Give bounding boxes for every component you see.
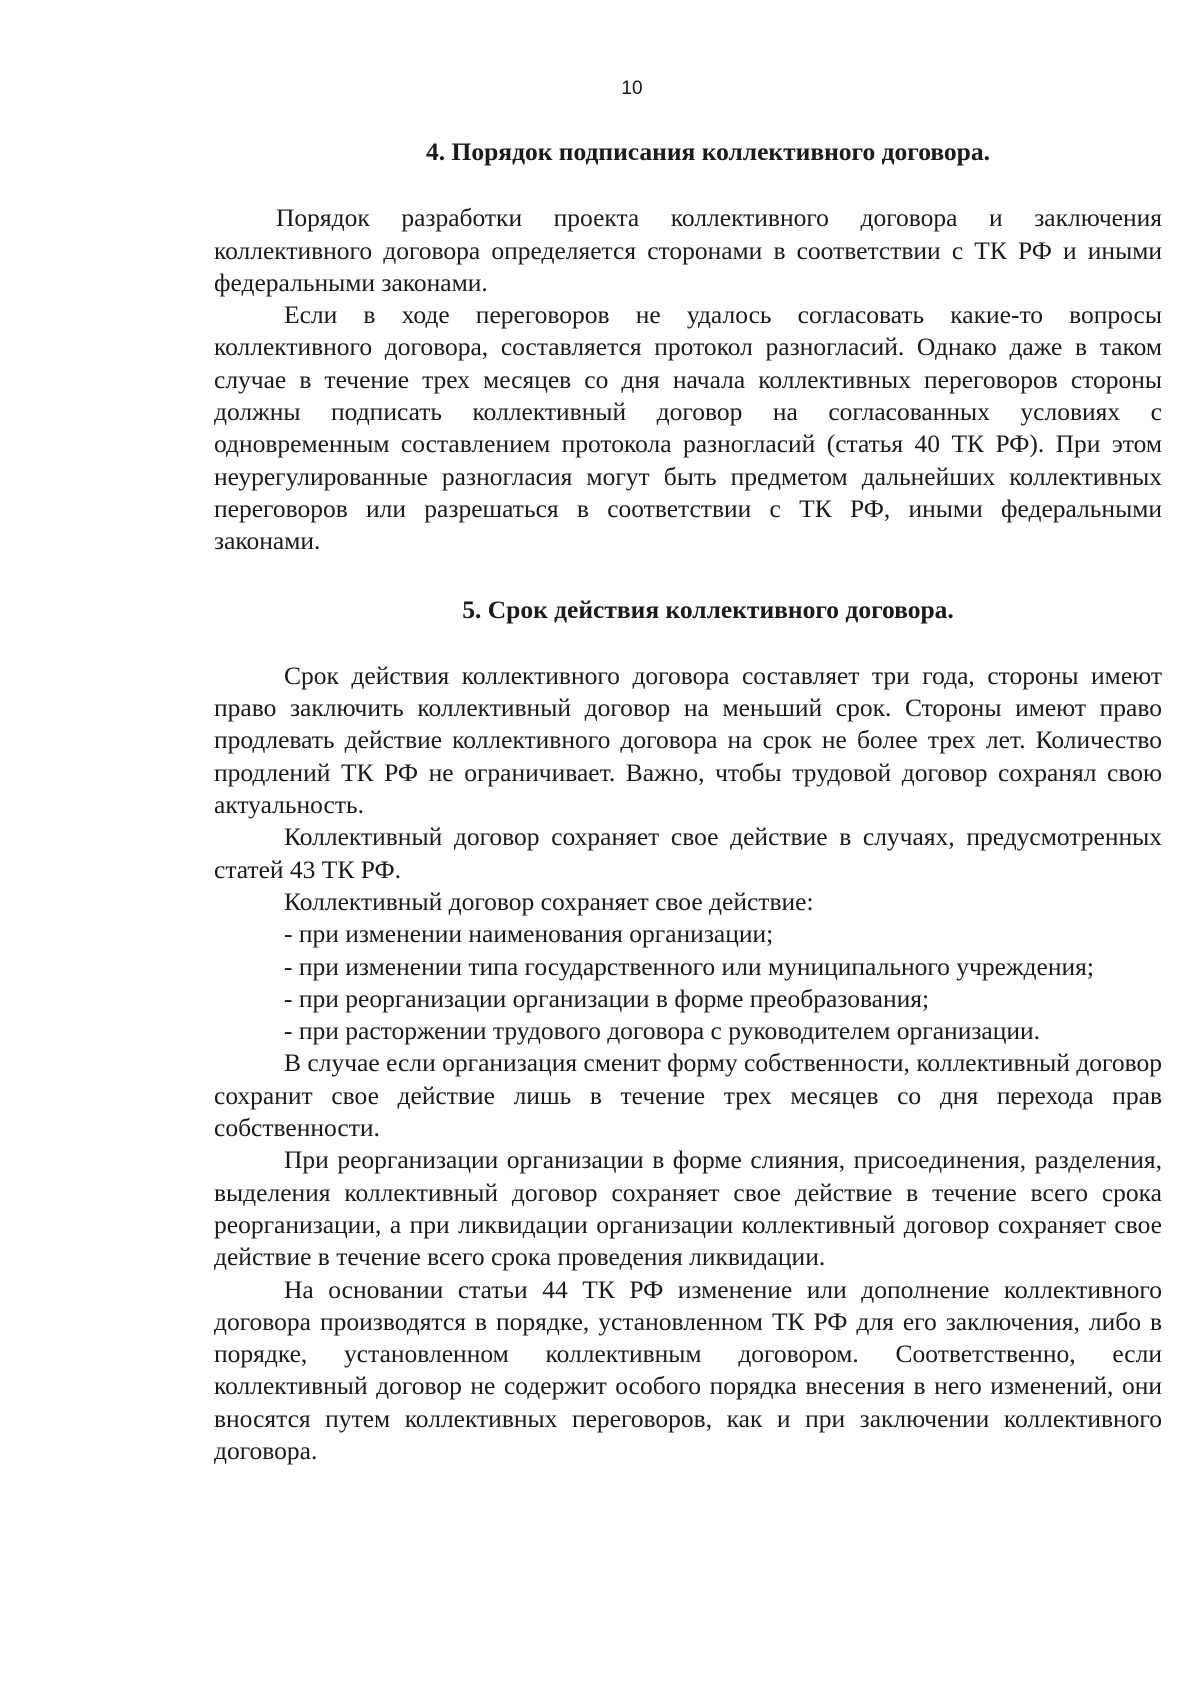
paragraph: Коллективный договор сохраняет свое действие в случаях, предусмотренных статей 43 ТК РФ. [214,822,1162,884]
section-4-heading: 4. Порядок подписания коллективного договора. [426,137,990,166]
list-item: - при реорганизации организации в форме преобразования; [284,983,930,1013]
paragraph: Порядок разработки проекта коллективного договора и заключения коллективного договора определяется сторонами в соответствии с ТК РФ и иными федеральными законами. [214,203,1162,297]
paragraph: В случае если организация сменит форму собственности, коллективный договор сохранит свое действие лишь в течение трех месяцев со дня перехода прав собственности. [214,1048,1162,1143]
paragraph: Коллективный договор сохраняет свое действие: [284,886,814,916]
section-5-heading: 5. Срок действия коллективного договора. [462,594,954,624]
page-number: 10 [621,78,643,99]
list-item: - при расторжении трудового договора с руководителем организации. [284,1016,1041,1046]
paragraph: Срок действия коллективного договора составляет три года, стороны имеют право заключить коллективный договор на меньший срок. Стороны имеют право продлевать действие коллективного договора на срок не более трех лет. Количество продлений ТК РФ не ограничивает. Важно, чтобы трудовой договор сохранял свою актуальность. [214,660,1162,820]
list-item: - при изменении наименования организации; [284,919,774,949]
paragraph: При реорганизации организации в форме слияния, присоединения, разделения, выделения коллективный договор сохраняет свое действие в течение всего срока реорганизации, а при ликвидации организации коллективный договор сохраняет свое действие в течение всего срока проведения ликвидации. [214,1145,1162,1272]
document-body [214,136,1162,1467]
paragraph: На основании статьи 44 ТК РФ изменение или дополнение коллективного договора производятся в порядке, установленном ТК РФ для его заключения, либо в порядке, установленном коллективным договором. Соответственно, если коллективный договор не содержит особого порядка внесения в него изменений, они вносятся путем коллективных переговоров, как и при заключении коллективного договора. [214,1274,1162,1465]
list-item: - при изменении типа государственного или муниципального учреждения; [284,951,1094,981]
paragraph: Если в ходе переговоров не удалось согласовать какие-то вопросы коллективного договора, составляется протокол разногласий. Однако даже в таком случае в течение трех месяцев со дня начала коллективных переговоров стороны должны подписать коллективный договор на согласованных условиях с одновременным составлением протокола разногласий (статья 40 ТК РФ). При этом неурегулированные разногласия могут быть предметом дальнейших коллективных переговоров или разрешаться в соответствии с ТК РФ, иными федеральными законами. [214,300,1162,556]
